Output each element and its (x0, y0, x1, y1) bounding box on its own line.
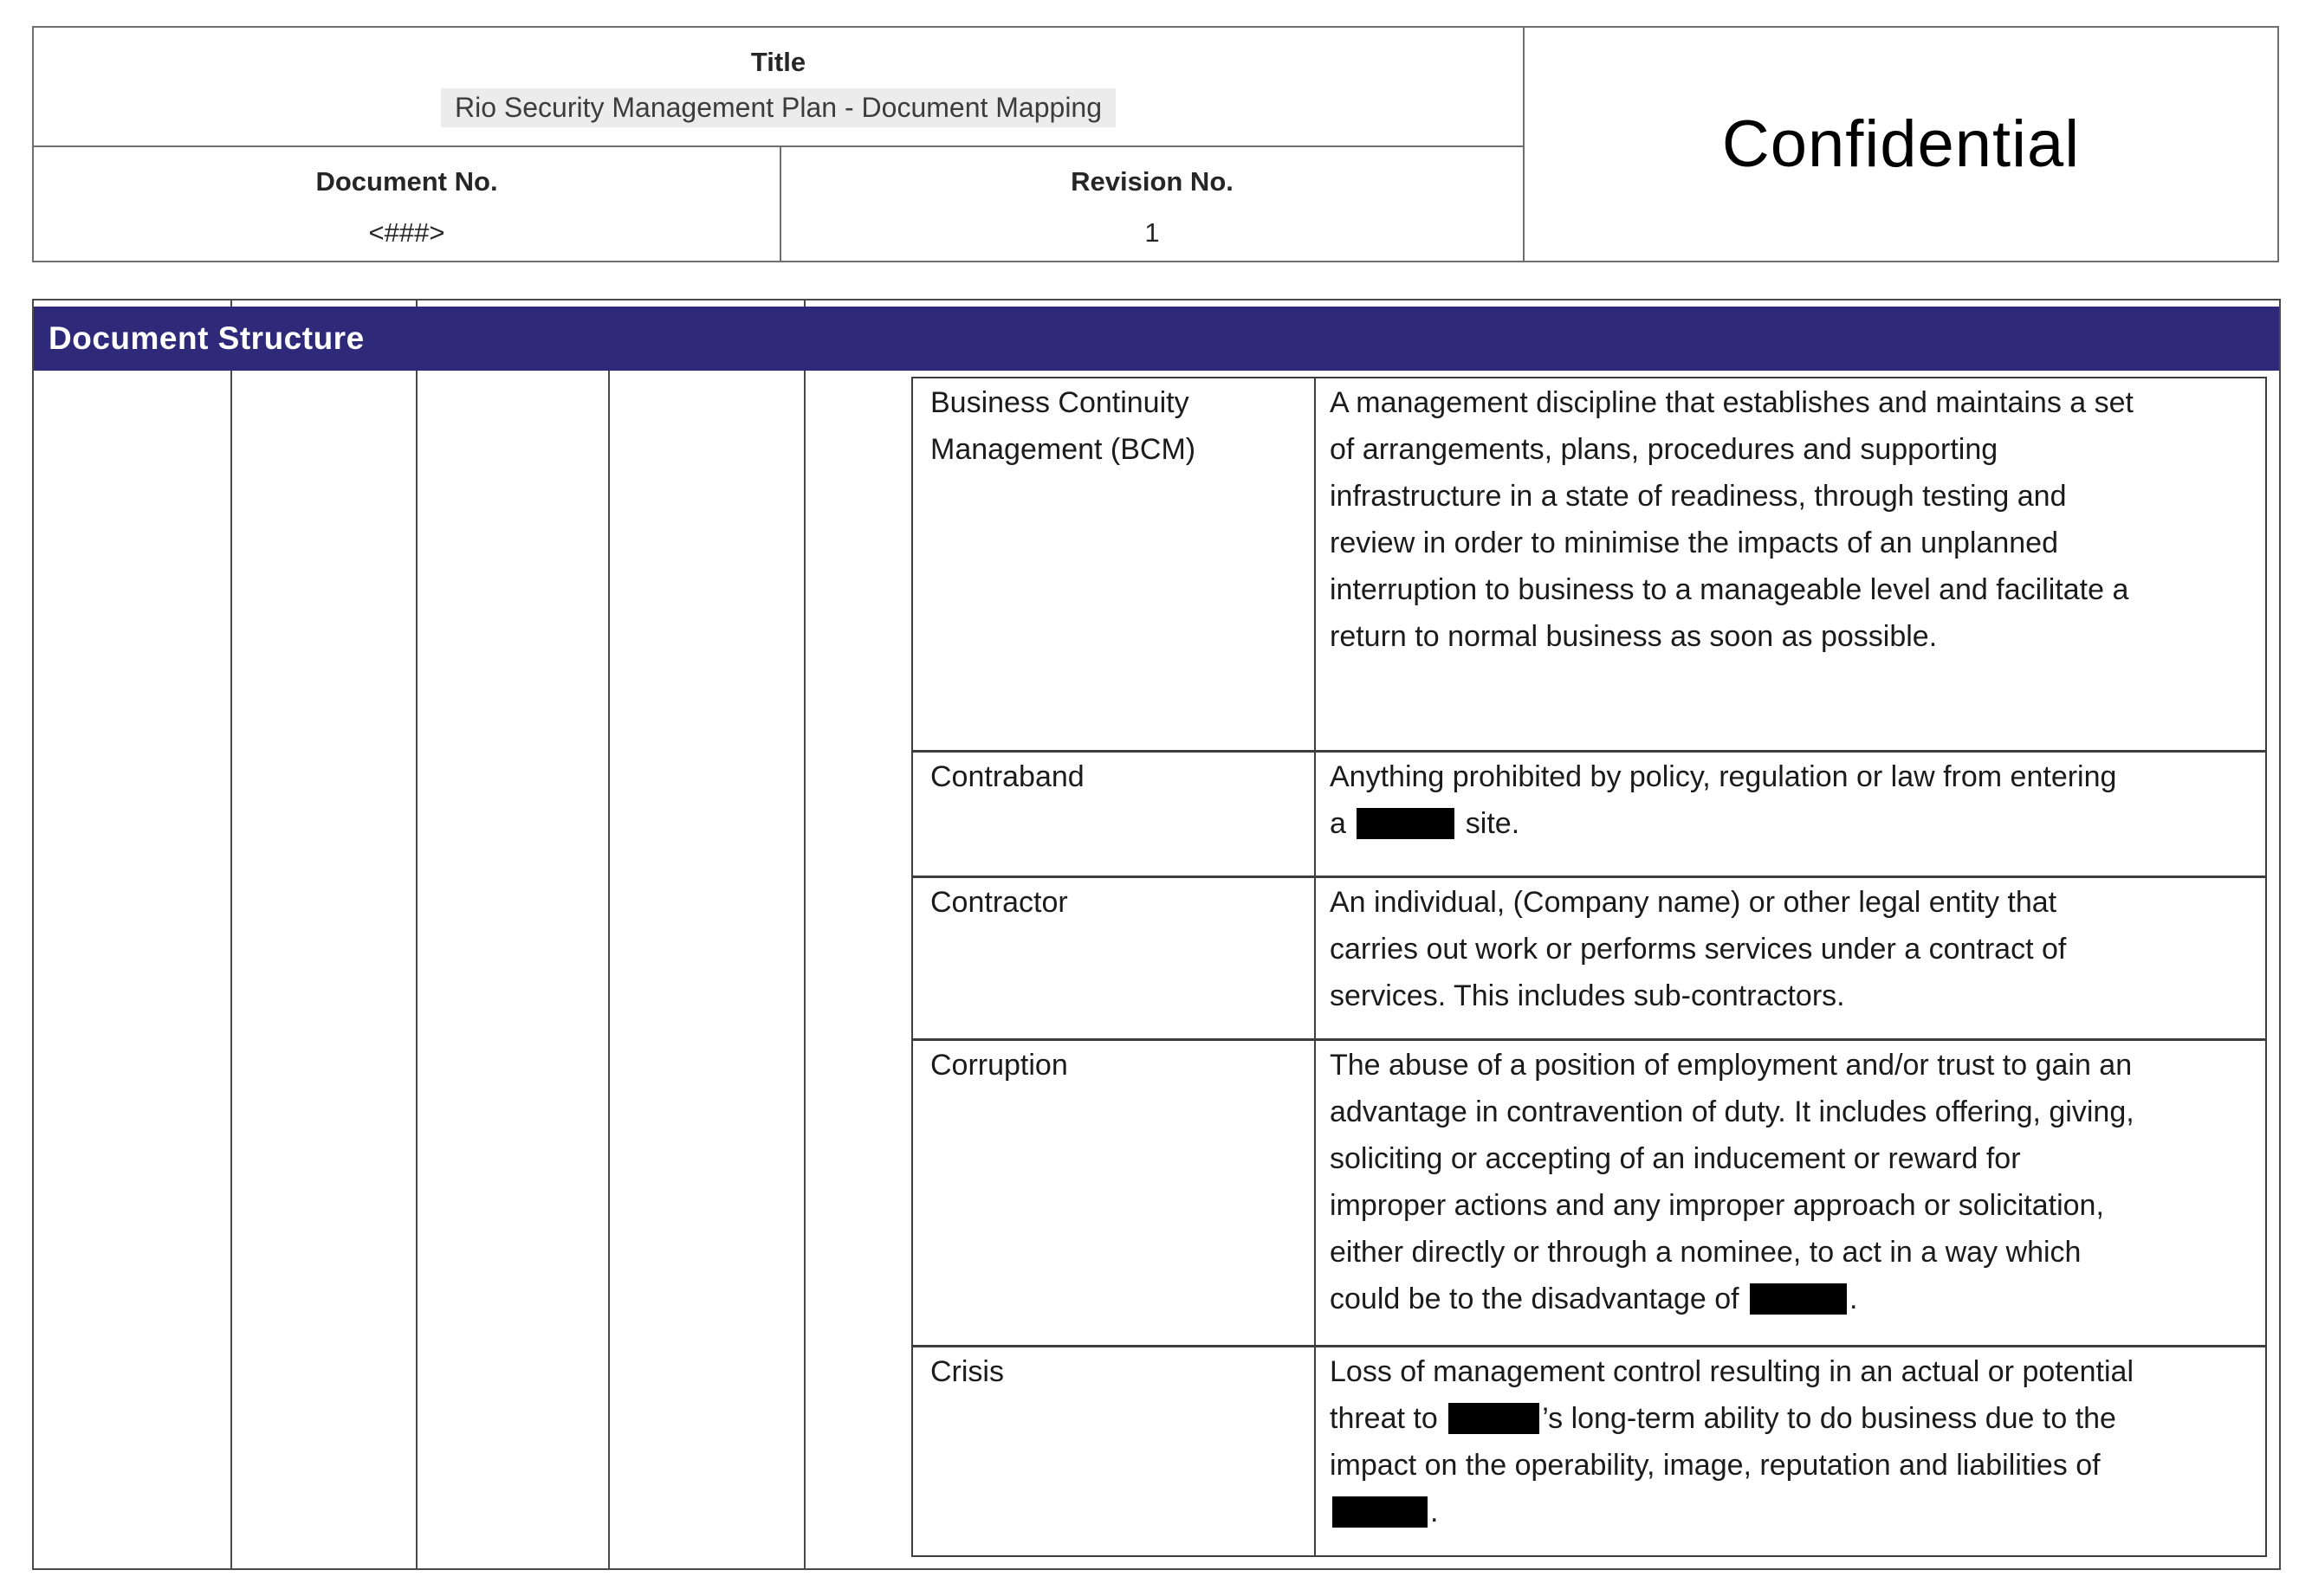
title-value: Rio Security Management Plan - Document Mapping (441, 88, 1116, 127)
document-no-cell (34, 147, 781, 261)
document-no-value: <###> (368, 216, 445, 248)
definition-line: interruption to business to a manageable level and facilitate a (1330, 573, 2129, 606)
glossary-term: Business Continuity Management (BCM) (913, 378, 1316, 750)
column-divider (608, 371, 610, 1568)
title-label: Title (750, 47, 806, 77)
definition-line: threat to ’s long-term ability to do business due to the (1330, 1402, 2116, 1435)
header-left-section (34, 28, 1525, 261)
redaction-box (1448, 1403, 1539, 1434)
glossary-definition (1316, 1347, 2265, 1555)
glossary-row (913, 378, 2265, 753)
redaction-box (1750, 1283, 1847, 1315)
document-header-table (32, 26, 2279, 262)
definition-line: Loss of management control resulting in an actual or potential (1330, 1355, 2134, 1388)
column-divider (804, 371, 806, 1568)
grid-tick (230, 300, 232, 307)
glossary-term: Corruption (913, 1041, 1316, 1345)
glossary-term: Contraband (913, 753, 1316, 876)
definition-line: The abuse of a position of employment and/or trust to gain an (1330, 1049, 2133, 1082)
definition-line: impact on the operability, image, reputation and liabilities of (1330, 1449, 2101, 1482)
glossary-definition (1316, 1041, 2265, 1345)
grid-tick (416, 300, 418, 307)
definition-line: a site. (1330, 807, 1520, 840)
glossary-definition (1316, 378, 2265, 750)
title-cell (34, 28, 1523, 147)
glossary-row (913, 1347, 2265, 1555)
column-divider (230, 371, 232, 1568)
document-structure-table (32, 299, 2281, 1570)
revision-no-label: Revision No. (1071, 166, 1234, 197)
definition-line: A management discipline that establishes and maintains a set (1330, 386, 2134, 419)
document-structure-body (34, 371, 2279, 1568)
definition-line: infrastructure in a state of readiness, through testing and (1330, 480, 2067, 513)
glossary-table (911, 377, 2267, 1557)
grid-tick (804, 300, 806, 307)
definition-line: improper actions and any improper approach or solicitation, (1330, 1189, 2104, 1222)
definition-line: carries out work or performs services under a contract of (1330, 933, 2067, 966)
revision-no-cell (781, 147, 1523, 261)
definition-line: of arrangements, plans, procedures and supporting (1330, 433, 1998, 466)
redaction-box (1357, 808, 1454, 839)
definition-line: could be to the disadvantage of . (1330, 1283, 1858, 1315)
glossary-definition (1316, 878, 2265, 1038)
revision-no-value: 1 (1144, 216, 1160, 248)
confidential-classification-label: Confidential (1721, 107, 2081, 181)
table-top-strip (34, 300, 2279, 307)
definition-line: Anything prohibited by policy, regulation or law from entering (1330, 760, 2117, 793)
definition-line: . (1330, 1489, 2250, 1535)
definition-line: review in order to minimise the impacts of an unplanned (1330, 527, 2058, 559)
document-structure-header: Document Structure (34, 307, 2279, 371)
column-divider (416, 371, 418, 1568)
definition-line: return to normal business as soon as possible. (1330, 620, 1938, 653)
header-bottom-row (34, 147, 1523, 261)
glossary-row (913, 1041, 2265, 1347)
document-no-label: Document No. (315, 166, 498, 197)
definition-line: either directly or through a nominee, to act in a way which (1330, 1236, 2082, 1269)
glossary-term: Crisis (913, 1347, 1316, 1555)
glossary-term: Contractor (913, 878, 1316, 1038)
definition-line: services. This includes sub-contractors. (1330, 979, 1845, 1012)
redaction-box (1332, 1496, 1428, 1528)
definition-line: An individual, (Company name) or other legal entity that (1330, 886, 2057, 919)
definition-line: soliciting or accepting of an inducement or reward for (1330, 1142, 2021, 1175)
definition-line: advantage in contravention of duty. It includes offering, giving, (1330, 1095, 2134, 1128)
glossary-row (913, 878, 2265, 1041)
glossary-row (913, 753, 2265, 878)
glossary-definition (1316, 753, 2265, 876)
